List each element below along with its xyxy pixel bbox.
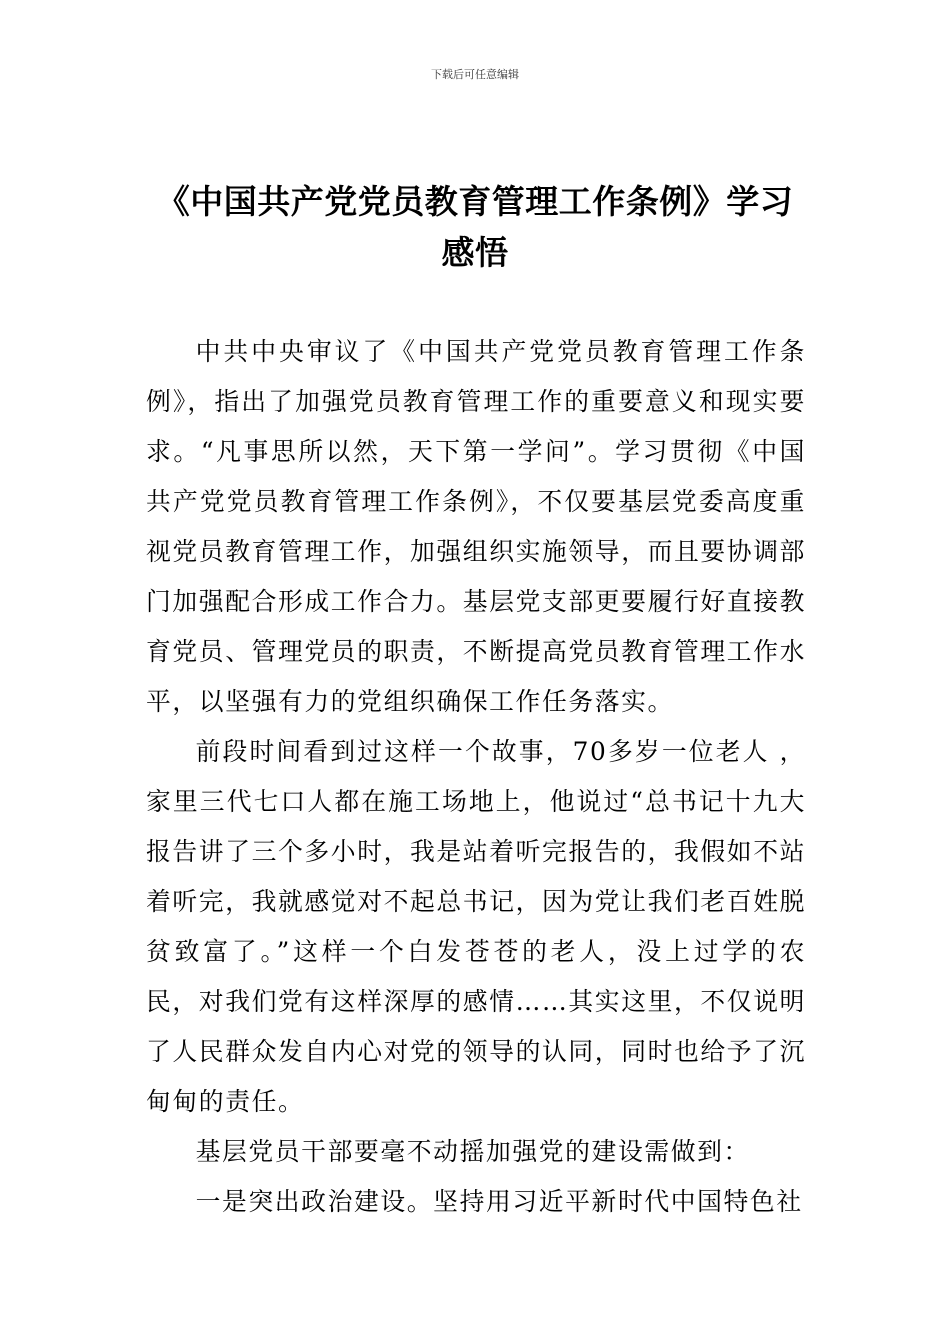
header-note: 下载后可任意编辑 [431,68,519,81]
document-title: 《中国共产党党员教育管理工作条例》学习感悟 [156,182,794,272]
document-body [146,327,806,1227]
paragraph-2: 前段时间看到过这样一个故事，70多岁一位老人 ，家里三代七口人都在施工场地上，他说过“总书记十九大报告讲了三个多小时，我是站着听完报告的，我假如不站着听完，我就感觉对不起总书记，因为党让我们老百姓脱贫致富了。”这样一个白发苍苍的老人，没上过学的农民，对我们党有这样深厚的感情……其实这里，不仅说明了人民群众发自内心对党的领导的认同，同时也给予了沉甸甸的责任。 [146,737,806,1116]
paragraph-3: 基层党员干部要毫不动摇加强党的建设需做到： [195,1137,750,1166]
paragraph-4: 一是突出政治建设。坚持用习近平新时代中国特色社 [195,1187,803,1216]
paragraph-1: 中共中央审议了《中国共产党党员教育管理工作条例》，指出了加强党员教育管理工作的重要意义和现实要求。“凡事思所以然，天下第一学问”。学习贯彻《中国共产党党员教育管理工作条例》，不仅要基层党委高度重视党员教育管理工作，加强组织实施领导，而且要协调部门加强配合形成工作合力。基层党支部更要履行好直接教育党员、管理党员的职责，不断提高党员教育管理工作水平，以坚强有力的党组织确保工作任务落实。 [146,337,806,716]
